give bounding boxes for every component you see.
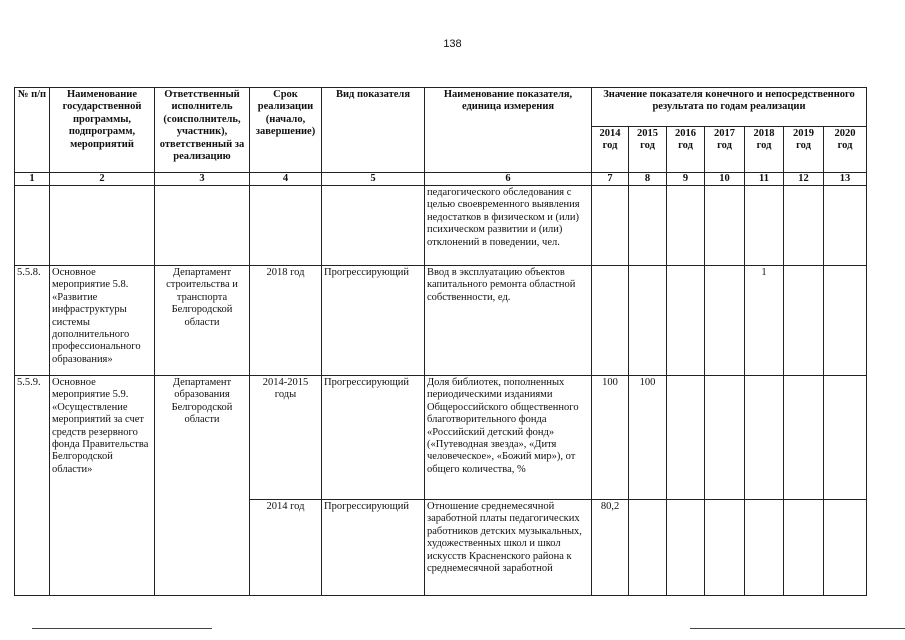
row-value bbox=[824, 376, 867, 500]
table-row bbox=[15, 266, 867, 376]
column-number: 2 bbox=[50, 173, 155, 186]
column-number: 10 bbox=[705, 173, 745, 186]
row-value bbox=[705, 500, 745, 596]
header-responsible: Ответственный исполнитель (соисполнитель, участник), ответственный за реализацию bbox=[155, 88, 250, 173]
row-value bbox=[629, 266, 667, 376]
table-row bbox=[15, 186, 867, 266]
row-value bbox=[667, 376, 705, 500]
row-value bbox=[784, 266, 824, 376]
row-value bbox=[824, 266, 867, 376]
row-value bbox=[784, 500, 824, 596]
header-year: 2014 год bbox=[592, 127, 629, 173]
header-values: Значение показателя конечного и непосредственного результата по годам реализации bbox=[592, 88, 867, 127]
header-year: 2019 год bbox=[784, 127, 824, 173]
row-value: 100 bbox=[592, 376, 629, 500]
header-name: Наименование государственной программы, подпрограмм, мероприятий bbox=[50, 88, 155, 173]
row-value bbox=[667, 500, 705, 596]
row-value bbox=[745, 186, 784, 266]
row-responsible: Департамент строительства и транспорта Белгородской области bbox=[155, 266, 250, 376]
column-number: 5 bbox=[322, 173, 425, 186]
header-row-1 bbox=[15, 88, 867, 127]
program-table bbox=[14, 87, 867, 596]
row-value: 80,2 bbox=[592, 500, 629, 596]
row-value bbox=[629, 500, 667, 596]
header-year: 2020 год bbox=[824, 127, 867, 173]
column-number: 11 bbox=[745, 173, 784, 186]
column-number: 12 bbox=[784, 173, 824, 186]
column-number: 1 bbox=[15, 173, 50, 186]
column-number: 3 bbox=[155, 173, 250, 186]
row-value bbox=[745, 500, 784, 596]
column-numbers-row bbox=[15, 173, 867, 186]
row-value bbox=[592, 186, 629, 266]
header-year: 2017 год bbox=[705, 127, 745, 173]
row-responsible bbox=[155, 186, 250, 266]
row-indicator: Отношение среднемесячной заработной платы педагогических работников детских музыкальных, художественных школ и школ искусств Красненского района к среднемесячной заработной bbox=[425, 500, 592, 596]
column-number: 8 bbox=[629, 173, 667, 186]
row-term: 2014-2015 годы bbox=[250, 376, 322, 500]
row-value bbox=[705, 376, 745, 500]
header-kind: Вид показателя bbox=[322, 88, 425, 173]
row-value bbox=[824, 500, 867, 596]
scan-edge-line bbox=[690, 628, 905, 629]
row-value bbox=[745, 376, 784, 500]
row-num bbox=[15, 186, 50, 266]
row-kind bbox=[322, 186, 425, 266]
row-term: 2014 год bbox=[250, 500, 322, 596]
row-value: 100 bbox=[629, 376, 667, 500]
row-num: 5.5.9. bbox=[15, 376, 50, 596]
table-row bbox=[15, 376, 867, 500]
header-num: № п/п bbox=[15, 88, 50, 173]
row-name bbox=[50, 186, 155, 266]
column-number: 9 bbox=[667, 173, 705, 186]
row-value bbox=[667, 266, 705, 376]
row-name: Основное мероприятие 5.8. «Развитие инфраструктуры системы дополнительного профессионального образования» bbox=[50, 266, 155, 376]
row-value bbox=[784, 376, 824, 500]
header-year: 2015 год bbox=[629, 127, 667, 173]
column-number: 4 bbox=[250, 173, 322, 186]
row-num: 5.5.8. bbox=[15, 266, 50, 376]
row-value: 1 bbox=[745, 266, 784, 376]
row-kind: Прогрессирующий bbox=[322, 500, 425, 596]
page-number: 138 bbox=[443, 38, 462, 50]
column-number: 6 bbox=[425, 173, 592, 186]
row-responsible: Департамент образования Белгородской области bbox=[155, 376, 250, 596]
header-indicator: Наименование показателя, единица измерения bbox=[425, 88, 592, 173]
column-number: 13 bbox=[824, 173, 867, 186]
row-kind: Прогрессирующий bbox=[322, 376, 425, 500]
row-indicator: Доля библиотек, пополненных периодическими изданиями Общероссийского общественного благотворительного фонда «Российский детский фонд» («Путеводная звезда», «Дитя человеческое», «Божий мир»), от общего количества, % bbox=[425, 376, 592, 500]
row-indicator: Ввод в эксплуатацию объектов капитального ремонта областной собственности, ед. bbox=[425, 266, 592, 376]
row-kind: Прогрессирующий bbox=[322, 266, 425, 376]
row-value bbox=[592, 266, 629, 376]
header-year: 2018 год bbox=[745, 127, 784, 173]
column-number: 7 bbox=[592, 173, 629, 186]
row-value bbox=[824, 186, 867, 266]
row-value bbox=[629, 186, 667, 266]
row-value bbox=[667, 186, 705, 266]
row-value bbox=[705, 266, 745, 376]
row-name: Основное мероприятие 5.9. «Осуществление мероприятий за счет средств резервного фонда Правительства Белгородской области» bbox=[50, 376, 155, 596]
row-value bbox=[784, 186, 824, 266]
row-term bbox=[250, 186, 322, 266]
row-indicator: педагогического обследования с целью своевременного выявления недостатков в физическом и (или) психическом развитии и (или) отклонений в поведении, чел. bbox=[425, 186, 592, 266]
row-value bbox=[705, 186, 745, 266]
row-term: 2018 год bbox=[250, 266, 322, 376]
header-year: 2016 год bbox=[667, 127, 705, 173]
header-term: Срок реализации (начало, завершение) bbox=[250, 88, 322, 173]
scan-edge-line bbox=[32, 628, 212, 629]
